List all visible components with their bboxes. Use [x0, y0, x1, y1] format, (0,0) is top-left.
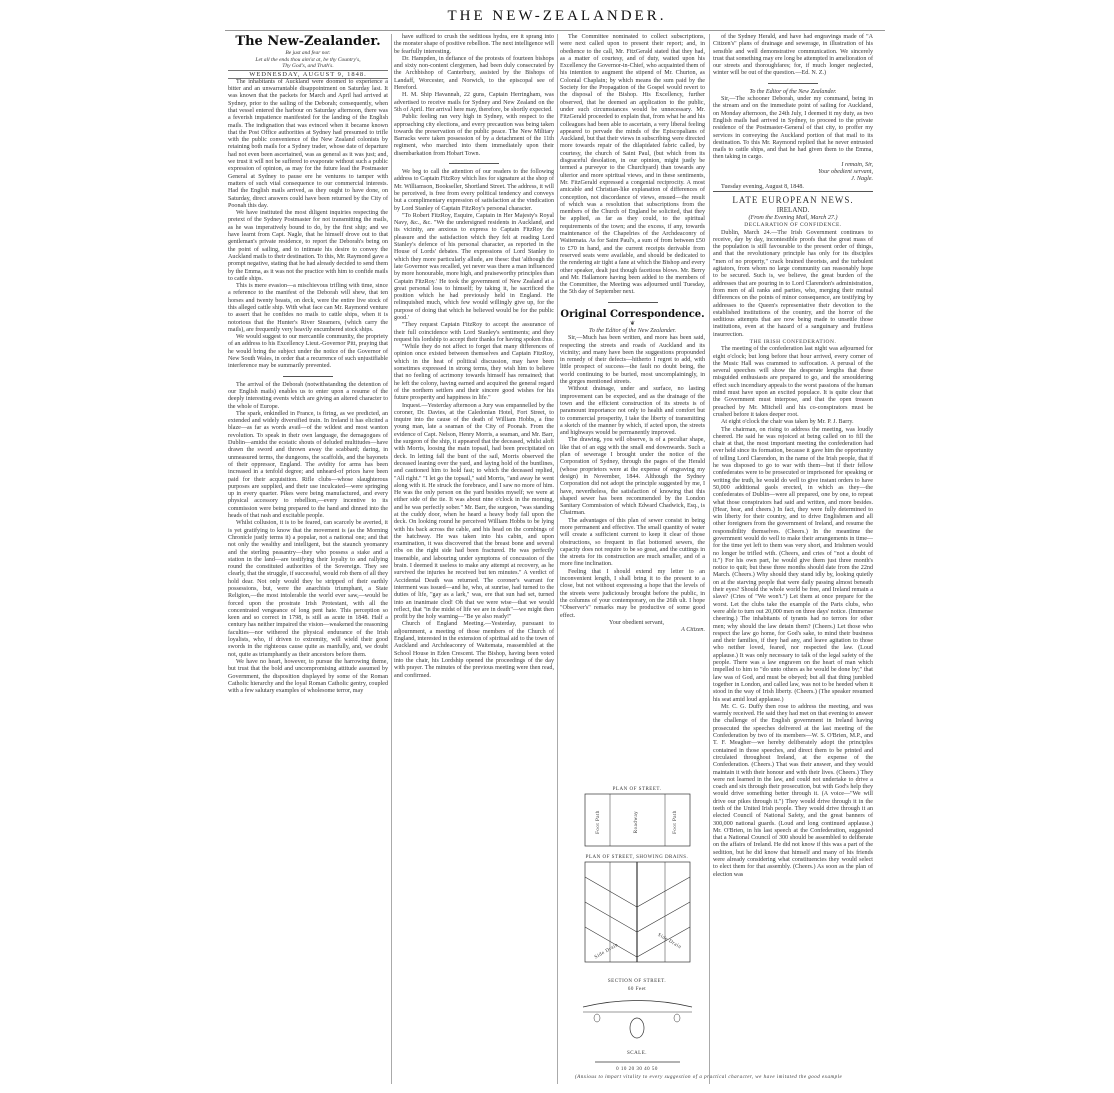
letter-paragraph: Feeling that I should extend my letter to an inconvenient length, I shall bring it to the present to a close, but not without expressing a hope that the levels of the streets were judiciously brought before the public, in the columns of your contemporary, on the 26th ult. I hope "Observer's" remarks may be productive of some good effect. — [560, 568, 705, 619]
article-paragraph: H. M. Ship Havannah, 22 guns, Captain Herringham, was advertised to receive mails for Sydney and New Zealand on the 5th of April. Her arrival here may, therefore, be shortly expected. — [394, 92, 554, 113]
section-heading: Original Correspondence. — [560, 308, 705, 320]
letter-paragraph: The advantages of this plan of sewer consist in being more permanent and effective. The small quantity of water will create a sufficient current to keep it clear of those obstructions, so frequent in flat bottomed sewers, the capacity does not require to be so great, and the cuttings in the streets for its construction are much smaller, and of a more fine inclination. — [560, 517, 705, 568]
news-subheading: THE IRISH CONFEDERATION. — [749, 338, 837, 345]
news-paragraph: Mr. C. G. Duffy then rose to address the meeting, and was warmly received. He said they had met on that evening to answer the challenge of the English government in Ireland having prosecuted the speeches delivered at the last meeting of the Confederation by two of its members—W. S. O'Brien, M.P., and T. F. Meagher—we hereby deliberately adopt the principles contained in those speeches, and direct them to be printed and circulated throughout Ireland, at the expense of the Confederation. (Cheers.) That was their answer, and they would maintain it with their honour and with their lives. (Cheers.) They were not learned in the law, and could not undertake to drive a coach and six through their prosecution, but with God's help they would drive something better through it. (A voice—"We will drive our pikes through it.") They would drive through it in the teeth of the United Irish people. They would drive through it an elected Council of National Safety, and the great banners of 300,000 national guards. (Loud and long continued applause.) Mr. O'Brien, in his last speech at the Confederation, suggested that a National Council of 300 should be assembled to deliberate on the affairs of Ireland. He did not know if this was a part of the sedition, but he did know that himself and many of his friends were already considering what constituencies they would select to elect them for that assembly. (Cheers.) As soon as the plan of election was — [713, 703, 873, 878]
column-2 — [394, 34, 554, 1084]
letter-paragraph: Sir,—Much has been written, and more has been said, respecting the streets and roads of Auckland and its vicinity; and many have been the suggestions propounded in remedy of their defects—hitherto I regret to add, with little prospect of success—the fault no doubt being, the world continuing to be buried, most uncomplainingly, in the gorges mentioned streets. — [560, 335, 705, 386]
article-paragraph: This is mere evasion—a mischievous trifling with time, since a reference to the manifest of the Deborah will shew, that ten horses and twenty beasts, on deck, were the entire live stock of this alleged cattle ship. With what face can Mr. Raymond venture to assert that he confides no mails to cattle ships, when it is notorious that the Hunter's River Steamers, (which carry the mails), are frequently very heavily encumbered stock ships. — [228, 283, 388, 333]
article-paragraph: Dr. Hampden, in defiance of the protests of fourteen bishops and sixty non-content clergymen, had been duly consecrated by the Archbishop of Canterbury, assisted by the Bishops of Landaff, Worcester, and Norwich, to the episcopal see of Hereford. — [394, 55, 554, 92]
letter-closing: Your obedient servant, — [608, 619, 665, 626]
masthead: THE NEW-ZEALANDER. — [447, 8, 667, 24]
street-drainage-diagram — [575, 782, 843, 1080]
diagram-label: Side Drain — [656, 932, 682, 951]
article-paragraph: have sufficed to crush the seditious hydra, ere it sprang into the monster shape of positive rebellion. The next intelligence will be fearfully interesting. — [394, 34, 554, 55]
news-paragraph: The chairman, on rising to address the meeting, was loudly cheered. He said he was rejoiced at being called on to fill the chair at that, the most important meeting the confederation had ever held since its formation, because it gave him the opportunity of telling Lord Clarendon, in the name of the Irish people, that if he was disposed to go to war with them—but if their fellow confederates were to be prosecuted or imprisoned for speaking or writing the truth, he would do well to give instant orders to have 50,000 additional gaols erected, in which as they—the confederates of Dublin—were all prepared, one by one, to repeat what those conspirators had said and written, and more besides. (Hear, hear, and cheers.) In fact, they were fully determined to win liberty for their country, and to drive Englishmen and all other foreigners from the government of Ireland, and resume the responsibility themselves. (Cheers.) In the meantime the government would do well to make their arrangements in time—for the time yet left to them was very short, and Irishmen would no longer be trifled with. (Cheers, and cries of "not a doubt of it.") For his own part, he would give them just three month's notice to quit; but these three months should date from the 22nd March. (Cheers.) Why should they stand idly by, looking quietly on at the starving people that were daily passing almost beneath their eyes? Should the whole world be free, and Ireland remain a slave? (Cries of "We won't.") Let them at once prepare for the worst. Let the clubs take the example of the Paris clubs, who were able to turn out 20,000 men on three days' notice. (Immense cheering.) The inhabitants of tyrants had no terrors for other men; why should the law detain them? (Cheers.) Let those who respect the law go home, for God's sake, to mind their business and their families, if they had any, and leave agitation to those who neither loved, feared, nor respected the law. (Loud applause.) It was only necessary to talk of the legal safety of the people. There was a law engraven on the heart of man which impelled to him to "do unto others as he would be done by;" that law was of God, and must be obeyed; but all that thing jumbled together in London, and called law, was not to be heeded when it stood in the way of Irish liberty. (Cheers.) (The speaker resumed his seat amid loud applause.) — [713, 426, 873, 703]
article-paragraph: Church of England Meeting.—Yesterday, pursuant to adjournment, a meeting of those members of the Church of England, interested in the extension of spiritual aid to the town of Auckland and Archdeaconry of Waitemata, reassembled at the School House in Eden Crescent. The Bishop, having been voted into the chair, his Lordship opened the proceedings of the day with prayer. The minutes of the previous meeting were then read, and confirmed. — [394, 621, 554, 679]
masthead-rule — [225, 30, 885, 31]
diagram-label: SCALE. — [626, 1051, 648, 1056]
article-paragraph: We beg to call the attention of our readers to the following address to Captain FitzRoy which lies for signature at the shop of Mr. Williamson, Bookseller, Shortland Street. The address, it will be perceived, is free from every political tendency and conveys but a complimentary expression of satisfaction at the vindication by Lord Stanley of Captain FitzRoy's personal character. — [394, 169, 554, 212]
news-heading: LATE EUROPEAN NEWS. — [713, 191, 873, 206]
article-paragraph: of the Sydney Herald, and have had engravings made of "A Citizen's" plans of drainage and sewerage, in illustration of his sensible and well demonstrative communication. We sincerely trust that something may ere long be attempted in amelioration of our streets and thoroughfares; for, if much longer neglected, winter will be out of the question.—Ed. N. Z.) — [713, 34, 873, 77]
article-paragraph: Inquest.—Yesterday afternoon a Jury was empannelled by the coroner, Dr. Davies, at the Caledonian Hotel, Fort Street, to inquire into the cause of the death of William Hobbs, a fine young man, late a seaman of the City of Poonah. From the evidence of Capt. Nelson, Henry Morris, a seaman, and Mr. Barr, the surgeon of the ship, it appeared that the deceased, whilst aloft with Morris, loosing the main topsail, had been precipitated on deck. In letting fall the bunt of the sail, Morris observed the deceased leaning over the yard, and laying hold of the buntlines, and cautioned him to hold fast; to which the deceased replied, "All right." "I let go the topsail," said Morris, "and away he went along with it. He struck the forebrace, and I saw no more of him. He was the only person on the yard besides myself; we were at either side of the tie. It was about nine o'clock in the morning, and he was perfectly sober." Mr. Barr, the surgeon, "was standing at the cuddy door, when he heard a heavy body fall upon the deck. On looking round he perceived William Hobbs to be lying with his back across the cable, and his head on the combings of the hatchway. He was taken into his cabin, and upon examination, it was discovered that the breast bone and several ribs on the right side had been fractured. He was perfectly insensible, and labouring under symptoms of concussion of the brain. I deemed it useless to make any attempt at recovery, as he survived the injuries he received but ten minutes." A verdict of Accidental Death was returned. The coroner's warrant for interment was issued—and he, who, at sunrise, had turned to the duties of life, "gay as a lark," was, ere that sun had set, turned into an inanimate clod! Oh that we were wise—that we would reflect, that "in the midst of life we are in death"—we might then profit by the holy warning—"Be ye also ready!" — [394, 402, 554, 621]
article-paragraph: Public feeling ran very high in Sydney, with respect to the approaching city elections, and every precaution was being taken towards the preservation of the public peace. The New Military Barracks were taken possession of by a detachment of the 11th regiment, who marched into them immediately upon their disembarkation from Hobart Town. — [394, 114, 554, 157]
paper-title: The New-Zealander. — [235, 34, 381, 49]
divider — [608, 302, 658, 303]
diagram-label: SECTION OF STREET. — [607, 979, 667, 984]
diagram-label: Foot Path — [673, 810, 678, 834]
letter-paragraph: Sir,—The schooner Deborah, under my command, being in the stream and on the immediate point of sailing for Auckland, on Monday afternoon, the 24th July, I deemed it my duty, as two English mails had arrived in Sydney, to proceed to the private residence of the Postmaster-General of that city, to proffer my services in conveying the Auckland portion of that mail to its destination. To this Mr. Raymond replied that he never entrusted mails to cattle ships, and that he had given them to the Emma, then taking in cargo. — [713, 96, 873, 161]
article-paragraph: We have no heart, however, to pursue the harrowing theme, but trust that the bold and uncompromising attitude assumed by Government, the disposition displayed by some of the Roman Catholic hierarchy and the loyal Roman Catholic gentry, coupled with a few salutary examples of wholesome terror, may — [228, 658, 388, 695]
letter-signature: A Citizen. — [681, 627, 705, 634]
column-4 — [713, 34, 873, 1084]
divider — [449, 163, 499, 164]
motto: Be just and fear not: Let all the ends thou aim'st at, be thy Country's, Thy God's, and Truth's. — [255, 50, 361, 69]
letter-paragraph: The drawing, you will observe, is of a peculiar shape, like that of an egg with the small end downwards. Such a plan of sewerage I brought under the notice of the Corporation of Sydney, through the pages of the Herald (whose proprietors were at the expense of engraving my design) in November, 1844. Although the Sydney Corporation did not adopt the principle suggested by me, I have, nevertheless, the satisfaction of knowing that this shaped sewer has been recommended by the London Sanitary Commission of which Edward Chadwick, Esq., is Chairman. — [560, 437, 705, 517]
article-paragraph: The spark, enkindled in France, is firing, as we predicted, an extended and widely diversified train. In Ireland it has elicited a blaze—as far as words avail—of the wildest and most wanton revolution. To speak in their own language, the demagogues of Dublin—amidst the ecstatic shouts of deluded multitudes—have drawn the sword and thrown away the scabbard; daring, in unmeasured terms, the dungeons, the scaffolds, and the bayonets of their oppressor, England. The avidity for arms has been increased in a tenfold degree; and unheard-of prices have been paid for their acquisition. Rifle clubs—whose slaughterous purposes are supplied, and their use inculcated—were springing up in every quarter. Pikes were being manufactured, and every physical accessory to rebellion,—every incentive to its commission were being prepared to the hand and dinned into the heads of that rash and excitable people. — [228, 410, 388, 520]
diagram-label: Foot Path — [596, 810, 601, 834]
diagram-label: 60 Feet — [627, 987, 647, 992]
letter-paragraph: Without drainage, under and surface, no lasting improvement can be expected, and as the drainage of the town and the efficient construction of its streets is of paramount importance not only to health and comfort but to commercial prosperity, I take the liberty of transmitting a sketch of the manner by which, if acted upon, the streets and highways would be permanently improved. — [560, 386, 705, 437]
news-source: (From the Evening Mail, March 27.) — [748, 214, 838, 221]
diagram-label: Side Drain — [594, 942, 620, 961]
column-divider — [557, 34, 558, 1084]
letter-signature: J. Nagle. — [851, 176, 873, 183]
article-paragraph: We would suggest to our mercantile community, the propriety of an address to his Excellency Lieut.-Governor Pitt, praying that he would bring the subject under the notice of the Governor of New South Wales, in order that a recurrence of such unjustifiable interference may be summarily prevented. — [228, 334, 388, 370]
letter-address: To the Editor of the New Zealander. — [749, 88, 837, 95]
article-paragraph: We have instituted the most diligent inquiries respecting the pretext of the Sydney Postmaster for not transmitting the mails, as he was imperatively bound to do, by the first ship; and we have learnt from Capt. Nagle, that he himself drove out to that gentleman's private residence, to report the Deborah's being on the point of sailing, and to intimate his desire to convey the Auckland mails to their destination. To this, Mr. Raymond gave a prompt negative, stating that he had already decided to send them by the Emma, as it was not the practice with him to confide mails to cattle ships. — [228, 210, 388, 282]
article-paragraph: The Committee nominated to collect subscriptions, were next called upon to present their report; and, in obedience to the call, Mr. FitzGerald stated that they had, as a matter of courtesy, and of duty, waited upon his Excellency the Governor-in-Chief, who acquainted them of his intention to augment the stipend of Mr. Churton, as Colonial Chaplain; by which means the sum paid by the Society for the Propagation of the Gospel would revert to the disposal of the Bishop. His Excellency, further observed, that he deemed an application to the public, under such circumstances would be unnecessary. Mr. FitzGerald proceeded to explain that, from what he and his colleagues had been able to ascertain, a very liberal feeling appeared to pervade the minds of the Episcopalians of Auckland, but that their views in subscribing were directed more towards repair of the dilapidated fabric called, by courtesy, the church of Saint Paul, (but which from its disgraceful desolation, in our opinion, might justly be termed a purveyor to the Churchyard) than towards any ulterior and more spiritual views, and in these sentiments, Mr. FitzGerald expressed a congenial reciprocity. A most amicable and Christian-like explanation of differences of conception, not discordance of views, ensued—the result of which was a resolution that subscriptions from the members of the Church of England be solicited, that they be applied, as far as they could, to the spiritual requirements of the town; and the excess, if any, towards maintenance of the Chapelries of the Archdeaconry of Waitemata. As for Saint Paul's, a sum of from between £50 to £70 in hand, and the current receipts derivable from reserved seats were available, and should be dedicated to the rendering air tight a fane at which the Bishop and every other speaker, dealt just though facetious blows. Mr. Berry and Mr. Hallamore having been added to the members of the Committee, the Meeting was adjourned until Tuesday, the 5th day of September next. — [560, 34, 705, 296]
diagram-label: PLAN OF STREET. — [612, 787, 662, 792]
diagram-label: 0 10 20 30 40 50 — [616, 1067, 658, 1072]
article-paragraph: "They request Captain FitzRoy to accept the assurance of their full coincidence with Lord Stanley's sentiments; and they request his lordship to accept their thanks for having spoken thus. — [394, 322, 554, 343]
news-paragraph: At eight o'clock the chair was taken by Mr. P. J. Barry. — [721, 419, 854, 426]
column-1 — [228, 34, 388, 1084]
news-subheading: DECLARATION OF CONFIDENCE. — [744, 222, 842, 229]
column-divider — [391, 34, 392, 1084]
article-paragraph: The arrival of the Deborah (notwithstanding the detention of our English mails) enables us to enter upon a resume of the deeply interesting events which are giving an altered character to the whole of Europe. — [228, 381, 388, 410]
letter-date: Tuesday evening, August 8, 1848. — [721, 183, 804, 190]
divider — [283, 376, 333, 377]
article-paragraph: "While they do not affect to forget that many differences of opinion once existed between themselves and Captain FitzRoy, which in the heat of political discussion, may have been sometimes expressed in strong terms, they wish him to believe that no feeling of acrimony towards himself has remained; that he left the colony, having earned and acquired the general regard of the northern settlers and their sincere good wishes for his future prosperity and happiness in life." — [394, 344, 554, 402]
column-divider — [709, 34, 710, 1084]
issue-date: WEDNESDAY, AUGUST 9, 1848. — [228, 70, 388, 79]
news-paragraph: The meeting of the confederation last night was adjourned for eight o'clock; but long before that hour arrived, every corner of the Music Hall was crammed to suffocation. A perusal of the several speeches will show the desperate lengths that these misguided enthusiasts are prepared to go, and the smouldering effect such incendiary appeals to the worst passions of the human mind must have upon an excited populace. It is quite clear that the Government must interpose, and that the open treason preached by Mr. Mitchell and his co-conspirators must be crushed before it takes deeper root. — [713, 346, 873, 418]
news-paragraph: Dublin, March 24.—The Irish Government continues to receive, day by day, incontestible proofs that the great mass of the population is still favourable to the present order of things, and that the revolutionary principle has only for its disciples "men of no property," crack brained theorists, and the turbulent agitators, from whom no large community can reasonably hope to be secured. Such is, we believe, the great burden of the addresses that are pouring in to Lord Clarendon's administration, from men of all ranks and parties, who, merging their mutual differences on the points of minor consequence, are testifying by addresses to the Queen's representative their devotion to the established institutions of the country, and the horror of the seditious attempts that are now being made to unsettle those institutions, even at the hazard of a sanguinary and fruitless insurrection. — [713, 229, 873, 338]
article-paragraph: Whilst collusion, it is to be feared, can scarcely be averted, it is yet gratifying to know that the movement is (as the Morning Chronicle justly terms it) a popular, not a national one; and that not only the wealthy and intelligent, but the staunch yeomanry and the sterling peasantry—they who possess a stake and a station in the land—are testifying their loyalty to and rallying round the constituted authorities of the Sovereign. They see clearly, that the struggle, if successful, would rob them of all they hold dear. Not only would they be stripped of their earthly possessions, but, were the anarchists triumphant, a State Religion,—the most intolerable the world ever saw,—would be forced upon the prostrate Irish Protestant, with all the concentrated vengeance of long pent hate. This perception so keen and so correct in 1798, is still as acute in 1848. Half a century has neither impaired the vision—weakened the reasoning faculties—nor withered the physical endurance of the Irish loyalists, who, if driven to extremity, will wield their good swords in the righteous cause quite as manfully, and, we doubt not, quite as triumphantly as their ancestors before them. — [228, 520, 388, 658]
article-paragraph: The inhabitants of Auckland were doomed to experience a bitter and an unwarrantable disappointment on Saturday last. It was known that the packets for March and April had arrived at Sydney, prior to the sailing of the Deborah; consequently, when that vessel entered the harbour on Saturday afternoon, there was a feverish impatience manifested for the landing of the English mails. The indignation that was evinced when it became known that the Post Office authorities at Sydney had presumed to trifle with the public convenience of the New Zealand colonists by retaining both mails for a Sydney trader, whose date of departure had not even been ascertained, was as general as it was just; and, we trust it will not be suffered to evaporate without such a public expression of opinion, as may for the future lead the Postmaster General at Sydney to pause ere he ventures to tamper with matters of such vital consequence to our commercial interests. Had the English mails arrived, as they ought to have done, on Saturday, direct answers could have been returned by the City of Poonah this day. — [228, 78, 388, 209]
diagram-label: Roadway — [634, 810, 639, 834]
news-subheading: IRELAND. — [776, 205, 810, 214]
letter-closing: I remain, Sir, Your obedient servant, — [818, 161, 873, 176]
letter-address: To the Editor of the New Zealander. — [589, 327, 676, 334]
diagram-label: PLAN OF STREET, SHOWING DRAINS. — [585, 855, 689, 860]
diagram-caption: (Anxious to impart vitality to every suggestion of a practical character, we have imitated the good example — [575, 1075, 843, 1080]
ornament-icon: ❦ — [629, 320, 636, 327]
article-paragraph: "To Robert FitzRoy, Esquire, Captain in Her Majesty's Royal Navy, &c., &c. "We the undersigned residents in Auckland, and its vicinity, are anxious to express to Captain FitzRoy the pleasure and the satisfaction which they felt at reading Lord Stanley's defence of his personal character, as reported in the House of Lords' debates. The expressions of Lord Stanley to which they more particularly allude, are these: that 'although the late Governor was recalled, yet never was there a man influenced by more honourable, more high, and praiseworthy principles than Captain FitzRoy.' He took the government of New Zealand at a great personal loss to himself; by taking it, he sacrificed the position which he had previously held in England. He relinquished much, which few would willingly give up, for the purpose of doing that which he believed would be for the public good.' — [394, 212, 554, 321]
divider — [768, 83, 818, 84]
